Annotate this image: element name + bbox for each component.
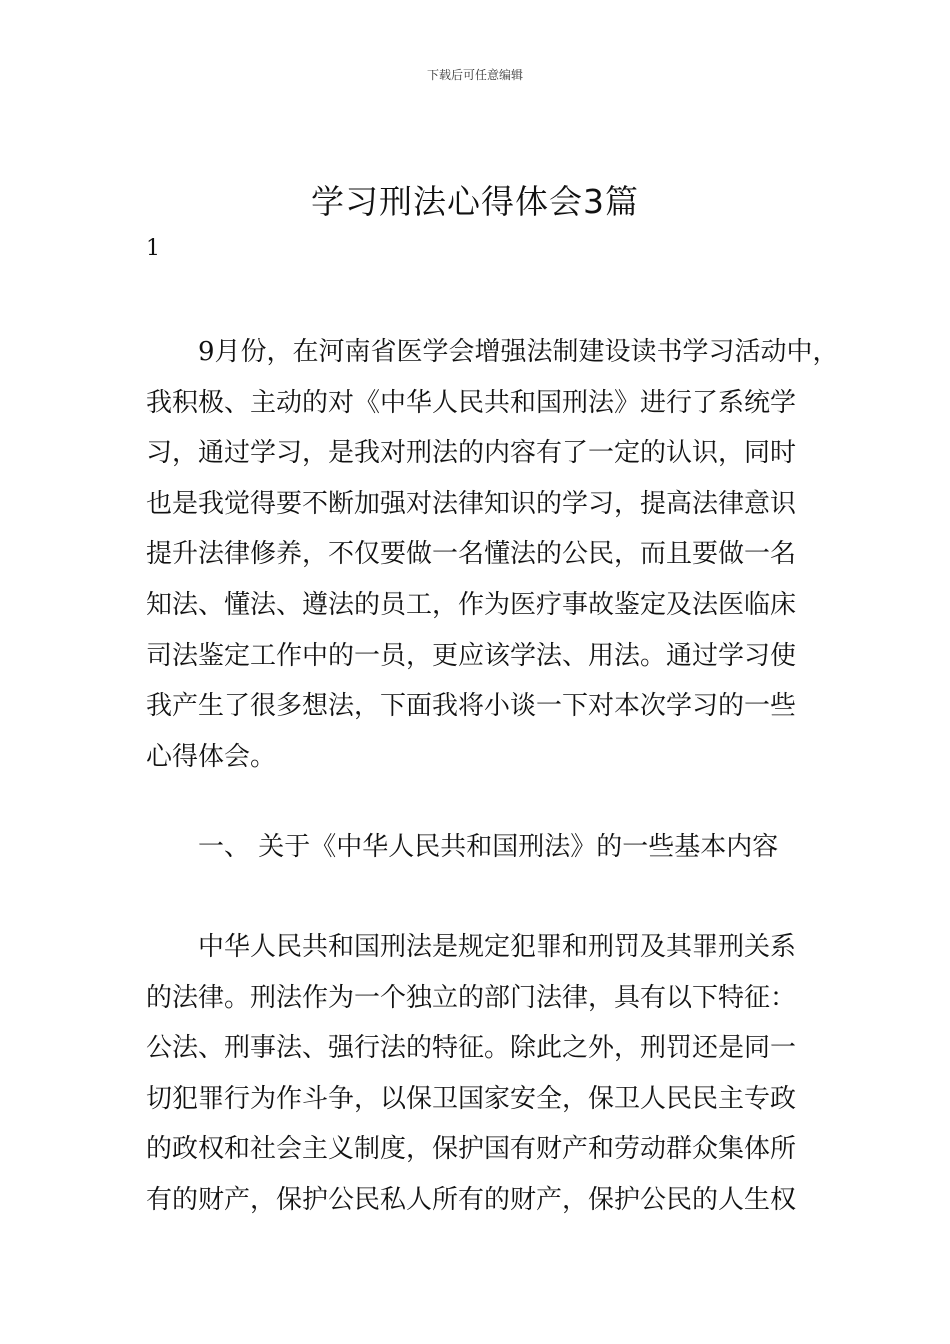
paragraph-line: 9月份，在河南省医学会增强法制建设读书学习活动中， — [198, 337, 839, 367]
header-note: 下载后可任意编辑 — [426, 68, 523, 82]
paragraph-line: 提升法律修养，不仅要做一名懂法的公民，而且要做一名 — [146, 539, 797, 570]
section-heading-text: 一、 关于《中华人民共和国刑法》的一些基本内容 — [198, 832, 779, 862]
section-heading — [146, 822, 814, 873]
paragraph-line: 也是我觉得要不断加强对法律知识的学习，提高法律意识 — [146, 488, 797, 519]
paragraph-line: 知法、懂法、遵法的员工，作为医疗事故鉴定及法医临床 — [146, 589, 797, 620]
paragraph-line: 公法、刑事法、强行法的特征。除此之外，刑罚还是同一 — [146, 1033, 797, 1064]
paragraph-line: 的法律。刑法作为一个独立的部门法律，具有以下特征： — [146, 982, 797, 1013]
paragraph-intro — [146, 327, 839, 782]
paragraph-line: 我产生了很多想法，下面我将小谈一下对本次学习的一些 — [146, 691, 797, 722]
document-title: 学习刑法心得体会3篇 — [311, 182, 639, 221]
paragraph-line: 我积极、主动的对《中华人民共和国刑法》进行了系统学 — [146, 387, 797, 418]
paragraph-line: 中华人民共和国刑法是规定犯罪和刑罚及其罪刑关系 — [198, 932, 797, 962]
paragraph-line: 习，通过学习，是我对刑法的内容有了一定的认识，同时 — [146, 438, 797, 469]
paragraph-line: 司法鉴定工作中的一员，更应该学法、用法。通过学习使 — [146, 640, 797, 671]
paragraph-line: 切犯罪行为作斗争，以保卫国家安全，保卫人民民主专政 — [146, 1083, 797, 1114]
section-number: 1 — [146, 236, 160, 261]
paragraph-line: 有的财产，保护公民私人所有的财产，保护公民的人生权 — [146, 1184, 797, 1215]
paragraph-line: 心得体会。 — [146, 741, 277, 772]
paragraph-line: 的政权和社会主义制度，保护国有财产和劳动群众集体所 — [146, 1134, 797, 1165]
paragraph-body — [146, 922, 814, 1226]
